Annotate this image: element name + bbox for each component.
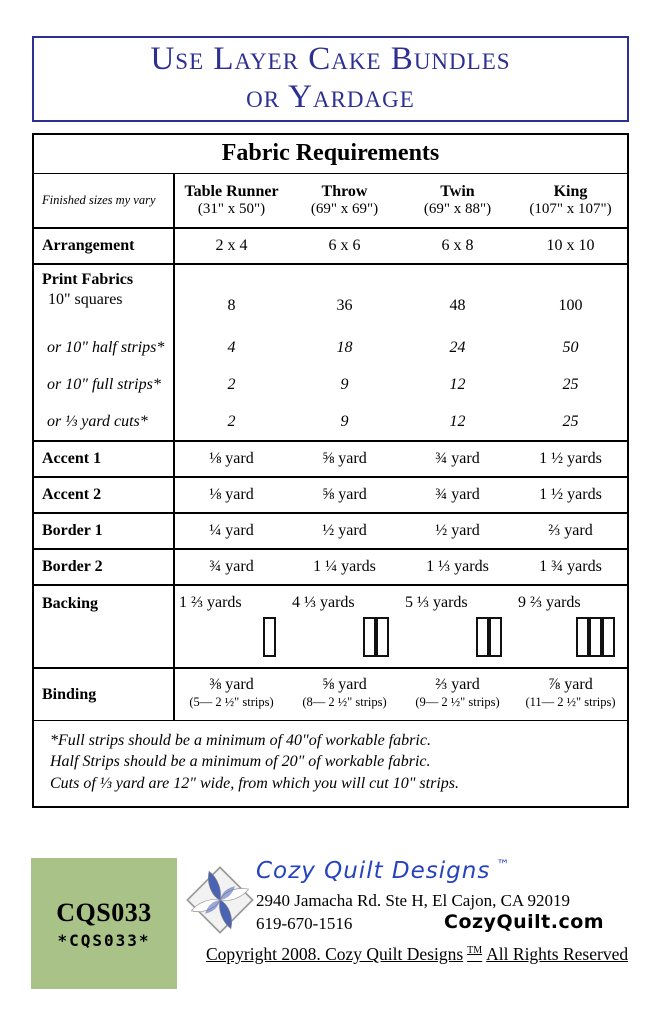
backing-panel xyxy=(363,617,376,657)
sku-box xyxy=(31,858,177,989)
row-backing: Backing 1 ⅔ yards 4 ⅓ yards 5 ⅓ yards 9 ⅔ yards xyxy=(34,586,627,669)
backing-twin: 5 ⅓ yards xyxy=(401,586,514,667)
backing-panel-diagram xyxy=(401,617,514,661)
brand-name: Cozy Quilt Designs ™ xyxy=(256,858,511,884)
column-header-throw: Throw (69" x 69") xyxy=(310,183,379,217)
backing-panel xyxy=(376,617,389,657)
sku-code: CQS033 xyxy=(56,897,152,927)
backing-panel xyxy=(602,617,615,657)
barcode-text: *CQS033* xyxy=(57,930,151,950)
footnote-line-3: Cuts of ⅓ yard are 12" wide, from which you will cut 10" strips. xyxy=(50,774,459,792)
print-fabrics-squares-row: Print Fabrics 10" squares 8 36 48 100 xyxy=(34,265,627,321)
arrangement-table-runner: 2 x 4 xyxy=(215,237,248,254)
print-fabrics-sublabel: 10" squares xyxy=(48,291,123,308)
row-accent-1: Accent 1 ⅛ yard ⅝ yard ¾ yard 1 ½ yards xyxy=(34,442,627,478)
binding-throw: ⅝ yard (8— 2 ½" strips) xyxy=(302,676,387,709)
backing-panel-diagram xyxy=(288,617,401,661)
backing-panel xyxy=(263,617,276,657)
table-header-row xyxy=(34,174,627,229)
fabric-requirements-table xyxy=(32,133,629,808)
backing-panel xyxy=(576,617,589,657)
binding-table-runner: ⅜ yard (5— 2 ½" strips) xyxy=(189,676,274,709)
copyright-trademark: TM xyxy=(467,945,483,957)
print-fabrics-half-strips-row: or 10" half strips* 4 18 24 50 xyxy=(34,329,627,366)
column-header-table-runner: Table Runner (31" x 50") xyxy=(184,183,279,217)
backing-throw: 4 ⅓ yards xyxy=(288,586,401,667)
backing-king: 9 ⅔ yards xyxy=(514,586,627,667)
arrangement-twin: 6 x 8 xyxy=(441,237,474,254)
row-print-fabrics xyxy=(34,265,627,442)
page-title-line1: Use Layer Cake Bundles xyxy=(150,41,511,78)
copyright-line: Copyright 2008. Cozy Quilt Designs ™ All Rights Reserved xyxy=(206,944,629,964)
backing-panel xyxy=(489,617,502,657)
backing-table-runner: 1 ⅔ yards xyxy=(175,586,288,667)
title-box xyxy=(32,36,629,122)
backing-panel xyxy=(589,617,602,657)
row-binding: Binding ⅜ yard (5— 2 ½" strips) ⅝ yard (8— 2 ½" strips) ⅔ yard (9— 2 ½" strips) ⅞ yard (11— 2 ½" strips) xyxy=(34,669,627,721)
table-title: Fabric Requirements xyxy=(34,135,627,174)
binding-twin: ⅔ yard (9— 2 ½" strips) xyxy=(415,676,500,709)
company-address: 2940 Jamacha Rd. Ste H, El Cajon, CA 92019 xyxy=(256,891,571,910)
backing-panel-diagram xyxy=(514,617,627,661)
brand-trademark: ™ xyxy=(496,858,511,874)
pinwheel-logo-icon xyxy=(186,862,254,938)
footnote-line-1: *Full strips should be a minimum of 40"of workable fabric. xyxy=(50,732,431,749)
print-fabrics-yard-cuts-row: or ⅓ yard cuts* 2 9 12 25 xyxy=(34,403,627,440)
row-border-1: Border 1 ¼ yard ½ yard ½ yard ⅔ yard xyxy=(34,514,627,550)
company-website: CozyQuilt.com xyxy=(444,911,605,933)
backing-panel xyxy=(476,617,489,657)
row-accent-2: Accent 2 ⅛ yard ⅝ yard ¾ yard 1 ½ yards xyxy=(34,478,627,514)
footnote-line-2: Half Strips should be a minimum of 20" of workable fabric. xyxy=(50,753,431,771)
row-border-2: Border 2 ¾ yard 1 ¼ yards 1 ⅓ yards 1 ¾ yards xyxy=(34,550,627,586)
backing-panel-diagram xyxy=(175,617,288,661)
corner-note: Finished sizes my vary xyxy=(34,174,175,227)
company-phone: 619-670-1516 xyxy=(256,914,353,933)
footnote-block xyxy=(34,721,627,806)
print-fabrics-full-strips-row: or 10" full strips* 2 9 12 25 xyxy=(34,366,627,403)
row-arrangement: Arrangement 2 x 4 6 x 6 6 x 8 10 x 10 xyxy=(34,229,627,265)
column-header-king: King (107" x 107") xyxy=(529,183,612,217)
page-title-line2: or Yardage xyxy=(246,79,415,115)
print-fabrics-label: Print Fabrics xyxy=(42,271,134,288)
arrangement-king: 10 x 10 xyxy=(546,237,595,254)
binding-king: ⅞ yard (11— 2 ½" strips) xyxy=(525,676,616,709)
arrangement-throw: 6 x 6 xyxy=(328,237,361,254)
column-header-twin: Twin (69" x 88") xyxy=(423,183,492,217)
